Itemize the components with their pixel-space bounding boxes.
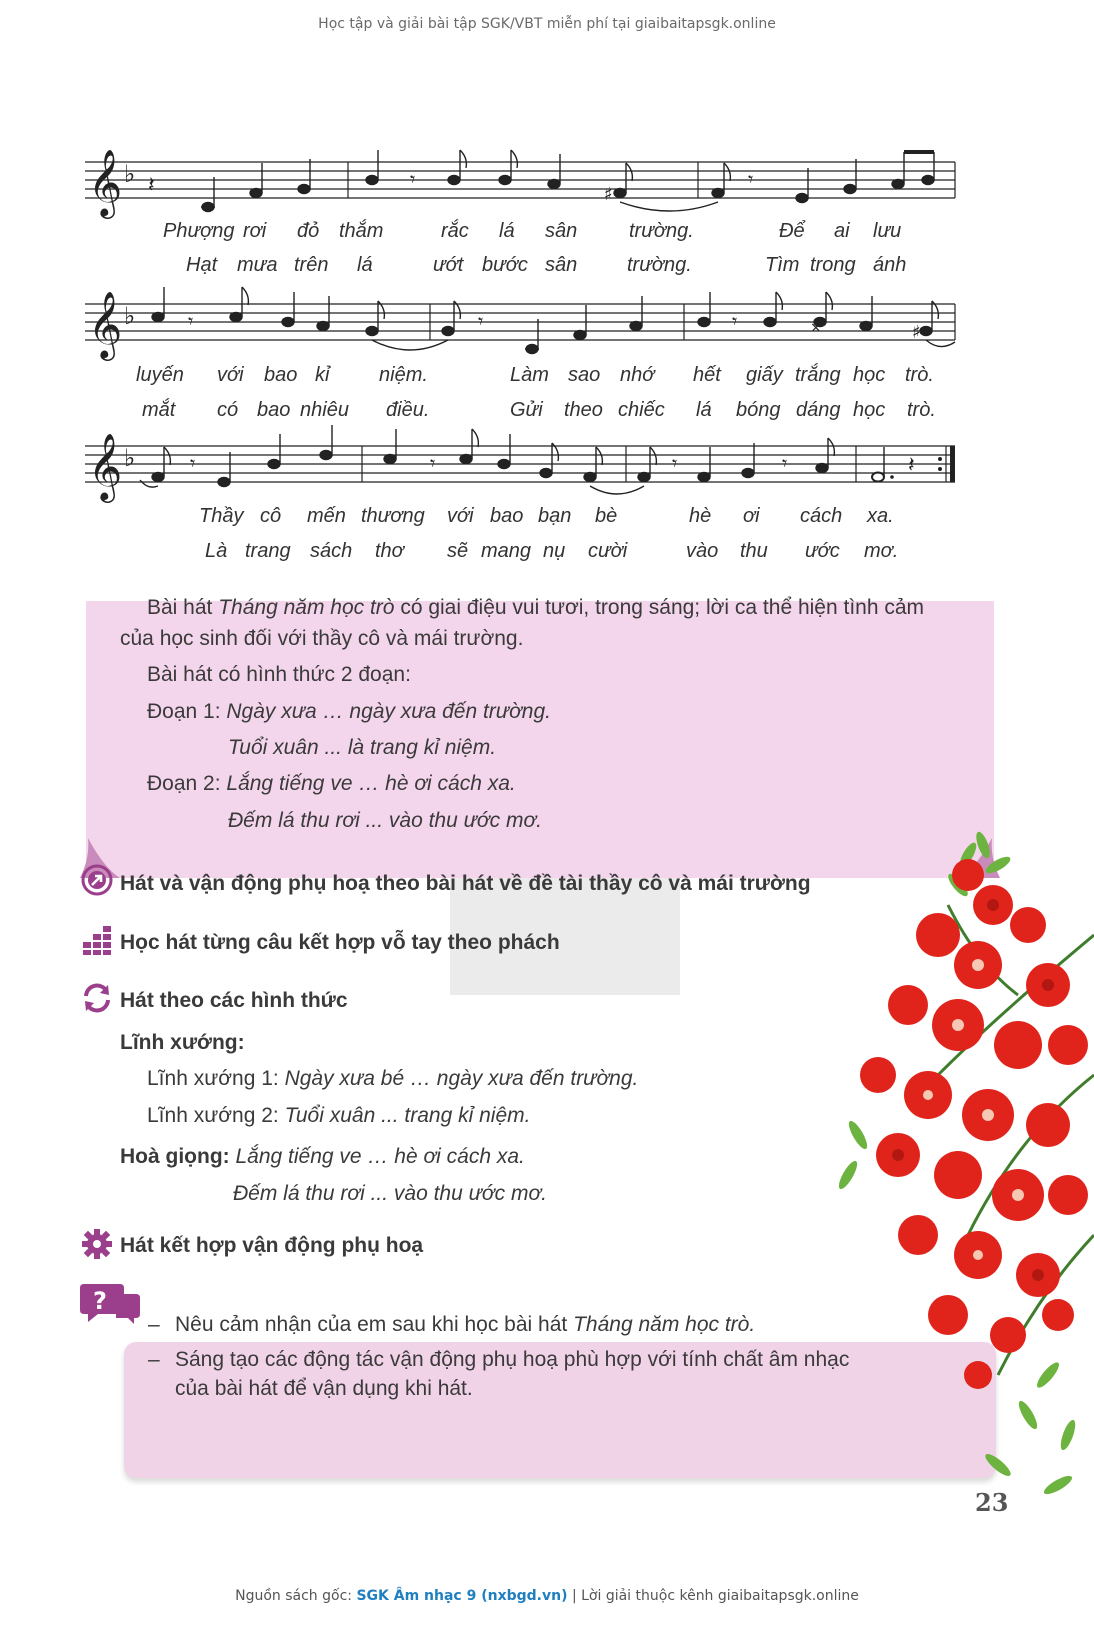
- info-paragraph-2: Bài hát có hình thức 2 đoạn:: [147, 663, 411, 686]
- solo-line-1: [147, 1067, 638, 1091]
- svg-text:?: ?: [93, 1287, 107, 1315]
- svg-text:𝄾: 𝄾: [410, 167, 416, 191]
- lyric-word: cách: [800, 505, 843, 527]
- question-2-dash: –: [148, 1348, 160, 1371]
- staff-row-1: [80, 140, 960, 220]
- svg-text:♭: ♭: [124, 160, 136, 188]
- question-2: Sáng tạo các động tác vận động phụ hoạ phù hợp với tính chất âm nhạc: [175, 1348, 850, 1371]
- lyric-word: trong: [810, 254, 856, 276]
- svg-text:♯: ♯: [912, 322, 921, 343]
- header-note: Học tập và giải bài tập SGK/VBT miễn phí tại giaibaitapsgk.online: [318, 16, 776, 32]
- lyric-word: ướt: [433, 254, 464, 276]
- section-1-line-2: [228, 736, 496, 760]
- section-lyric: Tuổi xuân ... là trang kỉ niệm.: [228, 736, 497, 759]
- beat-blocks-icon: [81, 924, 113, 956]
- lyric-word: thu: [740, 540, 768, 562]
- lyric-word: ước: [805, 540, 840, 562]
- lyric-word: dáng: [796, 399, 841, 421]
- lyric-word: rơi: [243, 220, 267, 242]
- lyric-word: chiếc: [618, 399, 665, 421]
- gear-icon: [81, 1228, 113, 1260]
- section-2-line: [147, 772, 516, 796]
- solo-line-label: Lĩnh xướng 1:: [147, 1067, 285, 1090]
- lyric-word: xa.: [867, 505, 894, 527]
- lyric-word: thắm: [339, 220, 384, 242]
- solo-line-2: [147, 1104, 530, 1128]
- lyric-word: sao: [568, 364, 601, 386]
- section-2-line-2: [228, 809, 542, 833]
- lyric-word: ơi: [743, 505, 760, 527]
- svg-text:♯: ♯: [604, 184, 613, 205]
- lyric-word: Là: [205, 540, 228, 562]
- svg-text:♭: ♭: [124, 444, 136, 472]
- lyric-word: hết: [693, 364, 721, 386]
- solo-label: Lĩnh xướng:: [120, 1031, 245, 1054]
- question-text: Nêu cảm nhận của em sau khi học bài hát: [175, 1313, 574, 1336]
- lyric-word: nhiêu: [300, 399, 349, 421]
- section-lyric: Lắng tiếng ve … hè ơi cách xa.: [226, 772, 516, 795]
- chorus-line-2: [233, 1182, 547, 1206]
- lyric-word: mến: [307, 505, 346, 527]
- song-title: Tháng năm học trò.: [573, 1313, 756, 1336]
- arrow-circle-icon: [81, 864, 113, 896]
- lyric-word: Hạt: [186, 254, 218, 276]
- svg-text:𝄞: 𝄞: [88, 148, 123, 216]
- lyric-word: học: [853, 364, 886, 386]
- lyric-word: sách: [310, 540, 353, 562]
- chorus-lyric: Lắng tiếng ve … hè ơi cách xa.: [229, 1145, 525, 1168]
- lyric-word: cô: [260, 505, 282, 527]
- lyric-word: có: [217, 399, 239, 421]
- lyric-word: mơ.: [864, 540, 899, 562]
- lyric-word: mưa: [237, 254, 278, 276]
- lyric-word: bao: [257, 399, 291, 421]
- lyric-word: bao: [264, 364, 298, 386]
- lyric-word: với: [217, 364, 244, 386]
- lyric-word: ai: [834, 220, 850, 242]
- lyric-word: mang: [481, 540, 532, 562]
- solo-lyric: Tuổi xuân ... trang kỉ niệm.: [284, 1104, 531, 1127]
- lyric-word: trang: [245, 540, 291, 562]
- svg-text:𝄾: 𝄾: [748, 167, 754, 191]
- lyric-word: bao: [490, 505, 524, 527]
- section-lyric: Đếm lá thu rơi ... vào thu ước mơ.: [228, 809, 542, 832]
- footer-text: | Lời giải thuộc kênh giaibaitapsgk.online: [567, 1588, 859, 1604]
- svg-text:𝄽: 𝄽: [148, 173, 155, 198]
- footer-text: Nguồn sách gốc:: [235, 1588, 357, 1604]
- section-heading-1: Hát và vận động phụ hoạ theo bài hát về đề tài thầy cô và mái trường: [120, 872, 811, 895]
- lyric-word: luyến: [136, 364, 184, 386]
- lyric-word: trò.: [905, 364, 934, 386]
- lyric-word: trường.: [629, 220, 694, 242]
- lyric-word: mắt: [142, 399, 176, 421]
- question-2-line-2: của bài hát để vận dụng khi hát.: [175, 1377, 473, 1400]
- svg-text:𝄾: 𝄾: [732, 309, 738, 333]
- section-lyric: Ngày xưa … ngày xưa đến trường.: [226, 700, 551, 723]
- info-paragraph-1-line-2: của học sinh đối với thầy cô và mái trường.: [120, 627, 524, 650]
- svg-text:𝄾: 𝄾: [782, 451, 788, 475]
- solo-lyric: Ngày xưa bé … ngày xưa đến trường.: [284, 1067, 639, 1090]
- lyric-word: Để: [779, 220, 805, 242]
- lyric-word: sẽ: [447, 540, 469, 562]
- lyric-word: Tìm: [765, 254, 800, 276]
- info-text: có giai điệu vui tươi, trong sáng; lời ca thể hiện tình cảm: [394, 596, 925, 619]
- chorus-lyric: Đếm lá thu rơi ... vào thu ước mơ.: [233, 1182, 547, 1205]
- lyric-word: trên: [294, 254, 329, 276]
- info-text: Bài hát: [147, 596, 219, 619]
- svg-text:𝄞: 𝄞: [88, 290, 123, 358]
- lyric-word: trắng: [795, 364, 841, 386]
- lyric-word: đỏ: [297, 220, 320, 242]
- footer-note: [0, 1588, 1094, 1604]
- section-1-line: [147, 700, 551, 724]
- lyric-word: thơ: [375, 540, 404, 562]
- lyric-word: lá: [357, 254, 373, 276]
- lyric-word: theo: [564, 399, 603, 421]
- lyric-word: Thầy: [199, 505, 244, 527]
- lyric-word: học: [853, 399, 886, 421]
- lyric-word: nụ: [543, 540, 566, 562]
- chorus-line: [120, 1145, 525, 1169]
- question-bubble-icon: [80, 1280, 140, 1328]
- svg-text:𝄾: 𝄾: [672, 451, 678, 475]
- lyric-word: lá: [499, 220, 515, 242]
- chorus-label: Hoà giọng:: [120, 1145, 230, 1168]
- lyric-word: lưu: [873, 220, 902, 242]
- cycle-arrows-icon: [81, 982, 113, 1014]
- lyric-word: giấy: [746, 364, 783, 386]
- question-1: [175, 1313, 755, 1337]
- lyric-word: thương: [361, 505, 425, 527]
- staff-row-2: [80, 282, 960, 362]
- lyric-word: kỉ: [315, 364, 330, 386]
- lyric-word: ánh: [873, 254, 907, 276]
- lyric-word: Gửi: [510, 399, 543, 421]
- svg-text:𝄞: 𝄞: [88, 432, 123, 500]
- lyric-word: lá: [696, 399, 712, 421]
- lyric-word: bóng: [736, 399, 781, 421]
- svg-text:𝄾: 𝄾: [190, 451, 196, 475]
- question-1-dash: –: [148, 1313, 160, 1336]
- lyric-word: rắc: [441, 220, 469, 242]
- lyric-word: sân: [545, 254, 578, 276]
- lyric-word: vào: [686, 540, 719, 562]
- svg-text:♭: ♭: [124, 302, 136, 330]
- lyric-word: sân: [545, 220, 578, 242]
- lyric-word: trường.: [627, 254, 692, 276]
- lyric-word: nhớ: [620, 364, 655, 386]
- svg-text:×: ×: [810, 320, 822, 336]
- info-paragraph-1: [147, 596, 924, 620]
- svg-text:𝄽: 𝄽: [908, 453, 915, 478]
- section-label: Đoạn 1:: [147, 700, 227, 723]
- svg-text:𝄾: 𝄾: [188, 309, 194, 333]
- lyric-word: bước: [482, 254, 528, 276]
- lyric-word: niệm.: [379, 364, 428, 386]
- lyric-word: cười: [588, 540, 628, 562]
- svg-text:𝄾: 𝄾: [478, 309, 484, 333]
- solo-line-label: Lĩnh xướng 2:: [147, 1104, 285, 1127]
- lyric-word: với: [447, 505, 474, 527]
- flamboyant-flower-illustration: [818, 815, 1094, 1515]
- source-link[interactable]: SGK Âm nhạc 9 (nxbgd.vn): [356, 1588, 568, 1604]
- section-label: Đoạn 2:: [147, 772, 227, 795]
- section-heading-3: Hát theo các hình thức: [120, 989, 348, 1012]
- svg-text:𝄾: 𝄾: [430, 451, 436, 475]
- song-title: Tháng năm học trò: [218, 596, 395, 619]
- lyric-word: bè: [595, 505, 618, 527]
- section-heading-2: Học hát từng câu kết hợp vỗ tay theo phách: [120, 931, 560, 954]
- lyric-word: hè: [689, 505, 712, 527]
- lyric-word: bạn: [538, 505, 572, 527]
- lyric-word: Phượng: [163, 220, 235, 242]
- lyric-word: trò.: [907, 399, 936, 421]
- staff-row-3: [80, 424, 960, 504]
- page-number: 23: [975, 1488, 1009, 1517]
- lyric-word: Làm: [510, 364, 549, 386]
- lyric-word: điều.: [386, 399, 430, 421]
- section-heading-4: Hát kết hợp vận động phụ hoạ: [120, 1234, 424, 1257]
